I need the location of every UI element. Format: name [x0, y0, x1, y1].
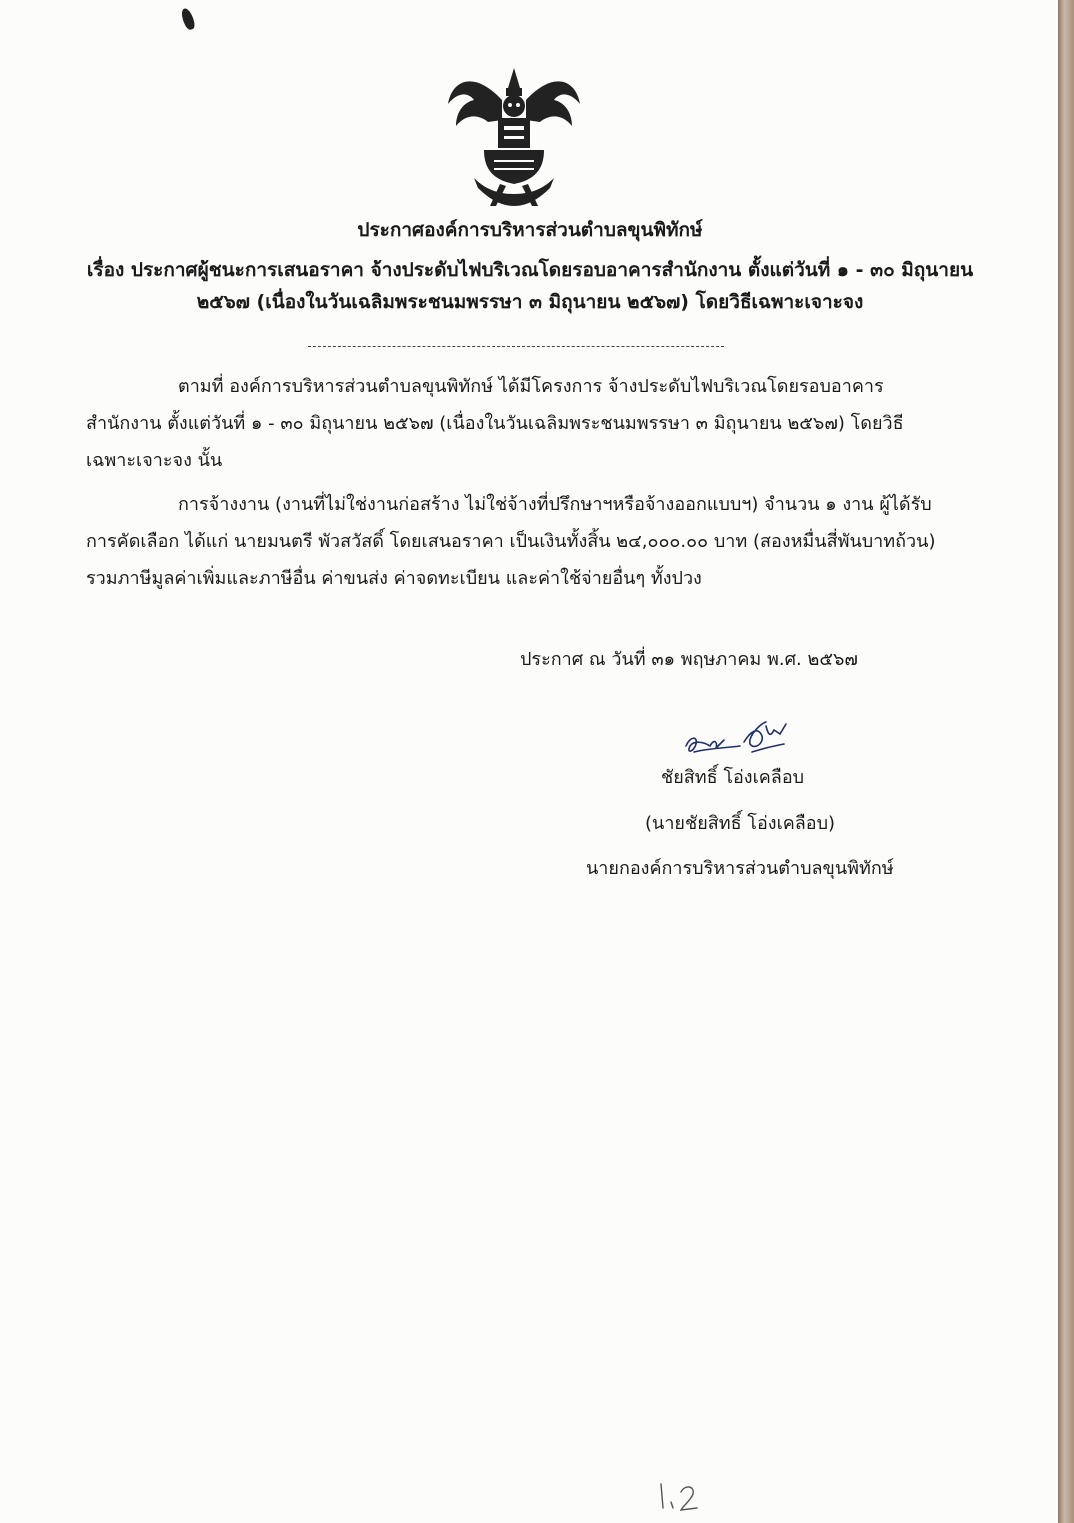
signatory-position: นายกองค์การบริหารส่วนตำบลขุนพิทักษ์ [586, 858, 894, 879]
signatory-full-name: (นายชัยสิทธิ์ โอ่งเคลือบ) [645, 813, 836, 834]
signature-image [680, 712, 800, 762]
announce-date: ประกาศ ณ วันที่ ๓๑ พฤษภาคม พ.ศ. ๒๕๖๗ [520, 649, 858, 670]
paragraph-text: ตามที่ องค์การบริหารส่วนตำบลขุนพิทักษ์ ได้มีโครงการ จ้างประดับไฟบริเวณโดยรอบอาคารสำนักงาน ตั้งแต่วันที่ ๑ - ๓๐ มิถุนายน ๒๕๖๗ (เนื่องในวันเฉลิมพระชนมพรรษา ๓ มิถุนายน ๒๕๖๗) โดยวิธีเฉพาะเจาะจง นั้น [86, 376, 904, 471]
document-subject: เรื่อง ประกาศผู้ชนะการเสนอราคา จ้างประดับไฟบริเวณโดยรอบอาคารสำนักงาน ตั้งแต่วันที่ ๑ - ๓๐ มิถุนายน ๒๕๖๗ (เนื่องในวันเฉลิมพระชนมพรรษา ๓ มิถุนายน ๒๕๖๗) โดยวิธีเฉพาะเจาะจง [86, 259, 974, 313]
paragraph-text: การจ้างงาน (งานที่ไม่ใช่งานก่อสร้าง ไม่ใช่จ้างที่ปรึกษาฯหรือจ้างออกแบบฯ) จำนวน ๑ งาน ผู้ได้รับการคัดเลือก ได้แก่ นายมนตรี พัวสวัสดิ์ โดยเสนอราคา เป็นเงินทั้งสิ้น ๒๔,๐๐๐.๐๐ บาท (สองหมื่นสี่พันบาทถ้วน) รวมภาษีมูลค่าเพิ่มและภาษีอื่น ค่าขนส่ง ค่าจดทะเบียน และค่าใช้จ่ายอื่นๆ ทั้งปวง [86, 494, 936, 589]
garuda-emblem-icon [444, 60, 584, 215]
ink-mark [180, 7, 197, 31]
document-title: ประกาศองค์การบริหารส่วนตำบลขุนพิทักษ์ [357, 219, 703, 241]
table-edge [1058, 0, 1074, 1523]
signed-name: ชัยสิทธิ์ โอ่งเคลือบ [661, 767, 805, 788]
handwritten-page-number [655, 1478, 705, 1514]
divider [308, 346, 724, 347]
body-paragraph-2 [86, 486, 946, 597]
body-paragraph-1 [86, 368, 946, 479]
